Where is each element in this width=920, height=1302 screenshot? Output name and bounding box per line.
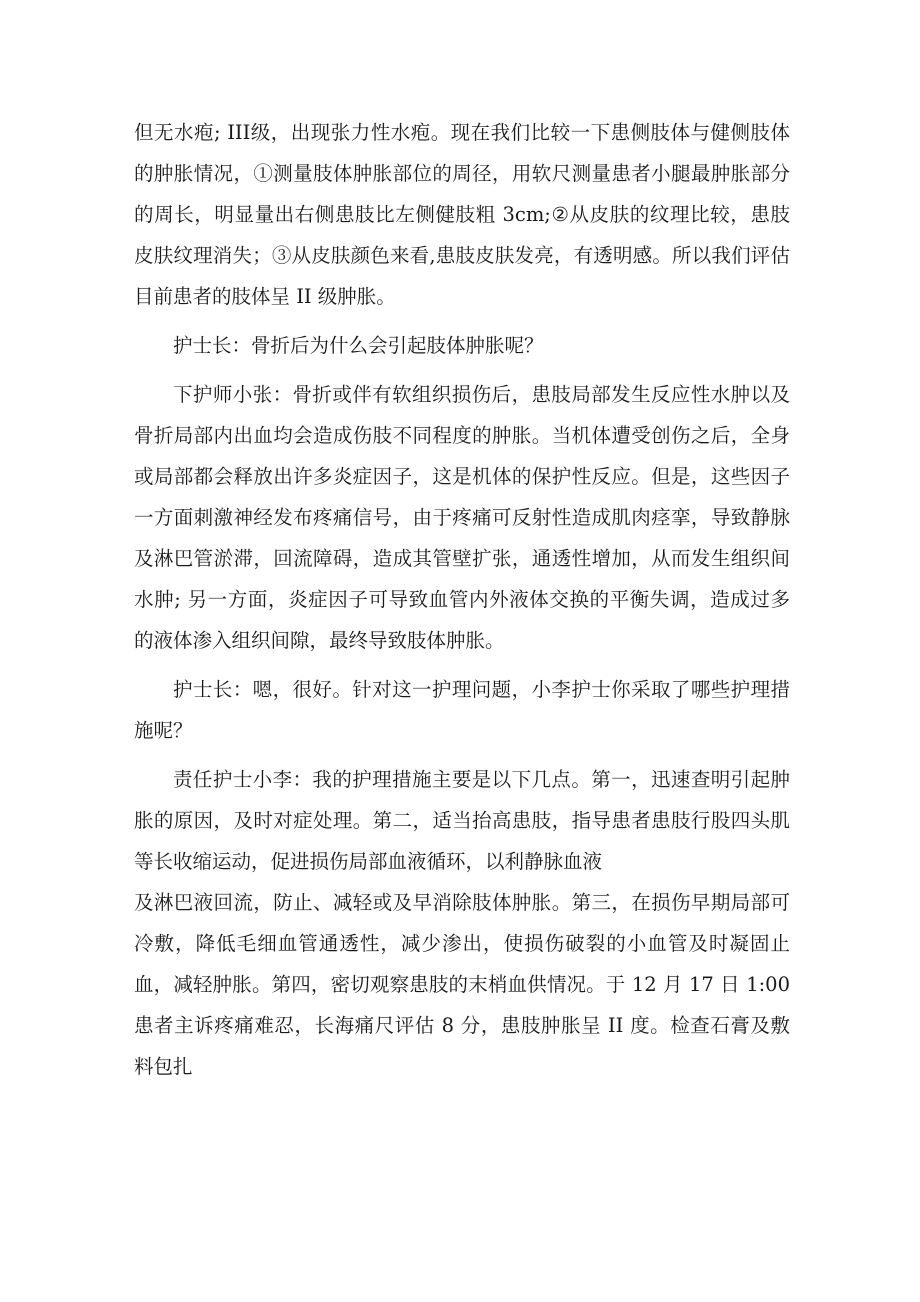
paragraph-nurse-zhang-answer: 下护师小张：骨折或伴有软组织损伤后，患肢局部发生反应性水肿以及骨折局部内出血均会造成伤肢不同程度的肿胀。当机体遭受创伤之后，全身或局部都会释放出许多炎症因子，这是机体的保护性反应。但是，这些因子一方面刺激神经发布疼痛信号，由于疼痛可反射性造成肌肉痉挛，导致静脉及淋巴管淤滞，回流障碍，造成其管壁扩张，通透性增加，从而发生组织间水肿; 另一方面，炎症因子可导致血管内外液体交换的平衡失调，造成过多的液体渗入组织间隙，最终导致肢体肿胀。 bbox=[134, 383, 790, 652]
document-page bbox=[134, 112, 790, 1095]
paragraph-head-nurse-followup: 护士长：嗯，很好。针对这一护理问题，小李护士你采取了哪些护理措施呢？ bbox=[134, 678, 790, 742]
paragraph-measures-continued: 及淋巴液回流，防止、减轻或及早消除肢体肿胀。第三，在损伤早期局部可冷敷，降低毛细血管通透性，减少渗出，使损伤破裂的小血管及时凝固止血，减轻肿胀。第四，密切观察患肢的末梢血供情况。于 12 月 17 日 1:00 患者主诉疼痛难忍，长海痛尺评估 8 分，患肢肿胀呈 II 度。检查石膏及敷料包扎 bbox=[134, 891, 790, 1078]
paragraph-swelling-assessment: 但无水疱; III级，出现张力性水疱。现在我们比较一下患侧肢体与健侧肢体的肿胀情况，①测量肢体肿胀部位的周径，用软尺测量患者小腿最肿胀部分的周长，明显量出右侧患肢比左侧健肢粗 3cm;②从皮肤的纹理比较，患肢皮肤纹理消失；③从皮肤颜色来看,患肢皮肤发亮，有透明感。所以我们评估目前患者的肢体呈 II 级肿胀。 bbox=[134, 121, 790, 308]
paragraph-head-nurse-question: 护士长：骨折后为什么会引起肢体肿胀呢？ bbox=[173, 334, 544, 357]
paragraph-nurse-li-measures: 责任护士小李：我的护理措施主要是以下几点。第一，迅速查明引起肿胀的原因，及时对症处理。第二，适当抬高患肢，指导患者患肢行股四头肌等长收缩运动，促进损伤局部血液循环，以利静脉血液 bbox=[134, 768, 790, 873]
